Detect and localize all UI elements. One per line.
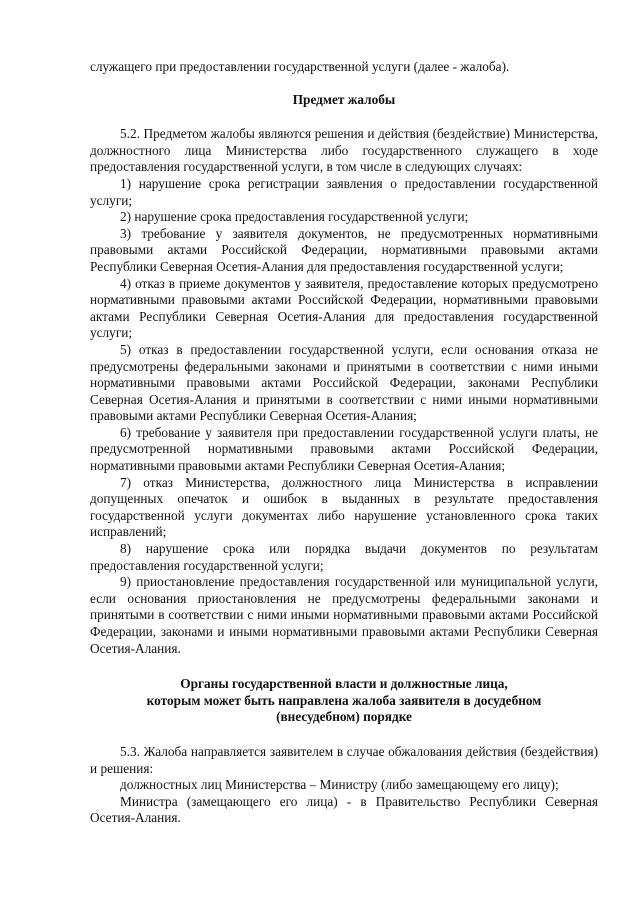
list-item: 2) нарушение срока предоставления государственной услуги; <box>120 209 469 225</box>
list-item: 8) нарушение срока или порядка выдачи документов по результатам предоставления государственной услуги; <box>90 541 598 573</box>
paragraph-5-3-officials: должностных лиц Министерства – Министру (либо замещающему его лицу); <box>120 777 559 793</box>
section-heading-line: (внесудебном) порядке <box>276 709 412 725</box>
list-item: 9) приостановление предоставления государственной или муниципальной услуги, если основания приостановления не предусмотрены федеральными законами и принятыми в соответствии с ними иными нормативными правовыми актами Российской Федерации, законами и иными нормативными правовыми актами Республики Северная Осетия-Алания. <box>90 574 598 656</box>
lead-line: служащего при предоставлении государственной услуги (далее - жалоба). <box>90 59 510 74</box>
section-heading-line: которым может быть направлена жалоба заявителя в досудебном <box>146 692 542 708</box>
paragraph-5-3-intro: 5.3. Жалоба направляется заявителем в случае обжалования действия (бездействия) и решения: <box>90 743 598 776</box>
paragraph-5-2-intro: 5.2. Предметом жалобы являются решения и действия (бездействие) Министерства, должностного лица Министерства либо государственного служащего в ходе предоставления государственной услуги, в том числе в следующих случаях: <box>90 126 598 175</box>
list-item: 7) отказ Министерства, должностного лица Министерства в исправлении допущенных опечаток и ошибок в выданных в результате предоставления государственной услуги документах либо нарушение установленного срока таких исправлений; <box>90 474 598 540</box>
section-heading-complaint-subject: Предмет жалобы <box>292 91 396 107</box>
list-item: 6) требование у заявителя при предоставлении государственной услуги платы, не предусмотренной нормативными правовыми актами Российской Федерации, нормативными правовыми актами Республики Северная Осетия-Алания; <box>90 424 598 474</box>
list-item: 1) нарушение срока регистрации заявления о предоставлении государственной услуги; <box>90 175 598 208</box>
list-item: 3) требование у заявителя документов, не предусмотренных нормативными правовыми актами Российской Федерации, нормативными правовыми актами Республики Северная Осетия-Алания для предоставления государственной услуги; <box>90 225 598 274</box>
section-heading-authorities <box>90 676 598 726</box>
paragraph-5-3-minister: Министра (замещающего его лица) - в Правительство Республики Северная Осетия-Алания. <box>90 793 598 826</box>
list-item: 5) отказ в предоставлении государственной услуги, если основания отказа не предусмотрены федеральными законами и принятыми в соответствии с ними иными нормативными правовыми актами Российской Федерации, законами Республики Северная Осетия-Алания и принятыми в соответствии с ними иными нормативными правовыми актами Республики Северная Осетия-Алания; <box>90 341 598 424</box>
list-item: 4) отказ в приеме документов у заявителя, предоставление которых предусмотрено нормативными правовыми актами Российской Федерации, нормативными правовыми актами Республики Северная Осетия-Алания для предоставления государственной услуги; <box>90 275 598 341</box>
section-heading-line: Органы государственной власти и должностные лица, <box>180 676 508 692</box>
